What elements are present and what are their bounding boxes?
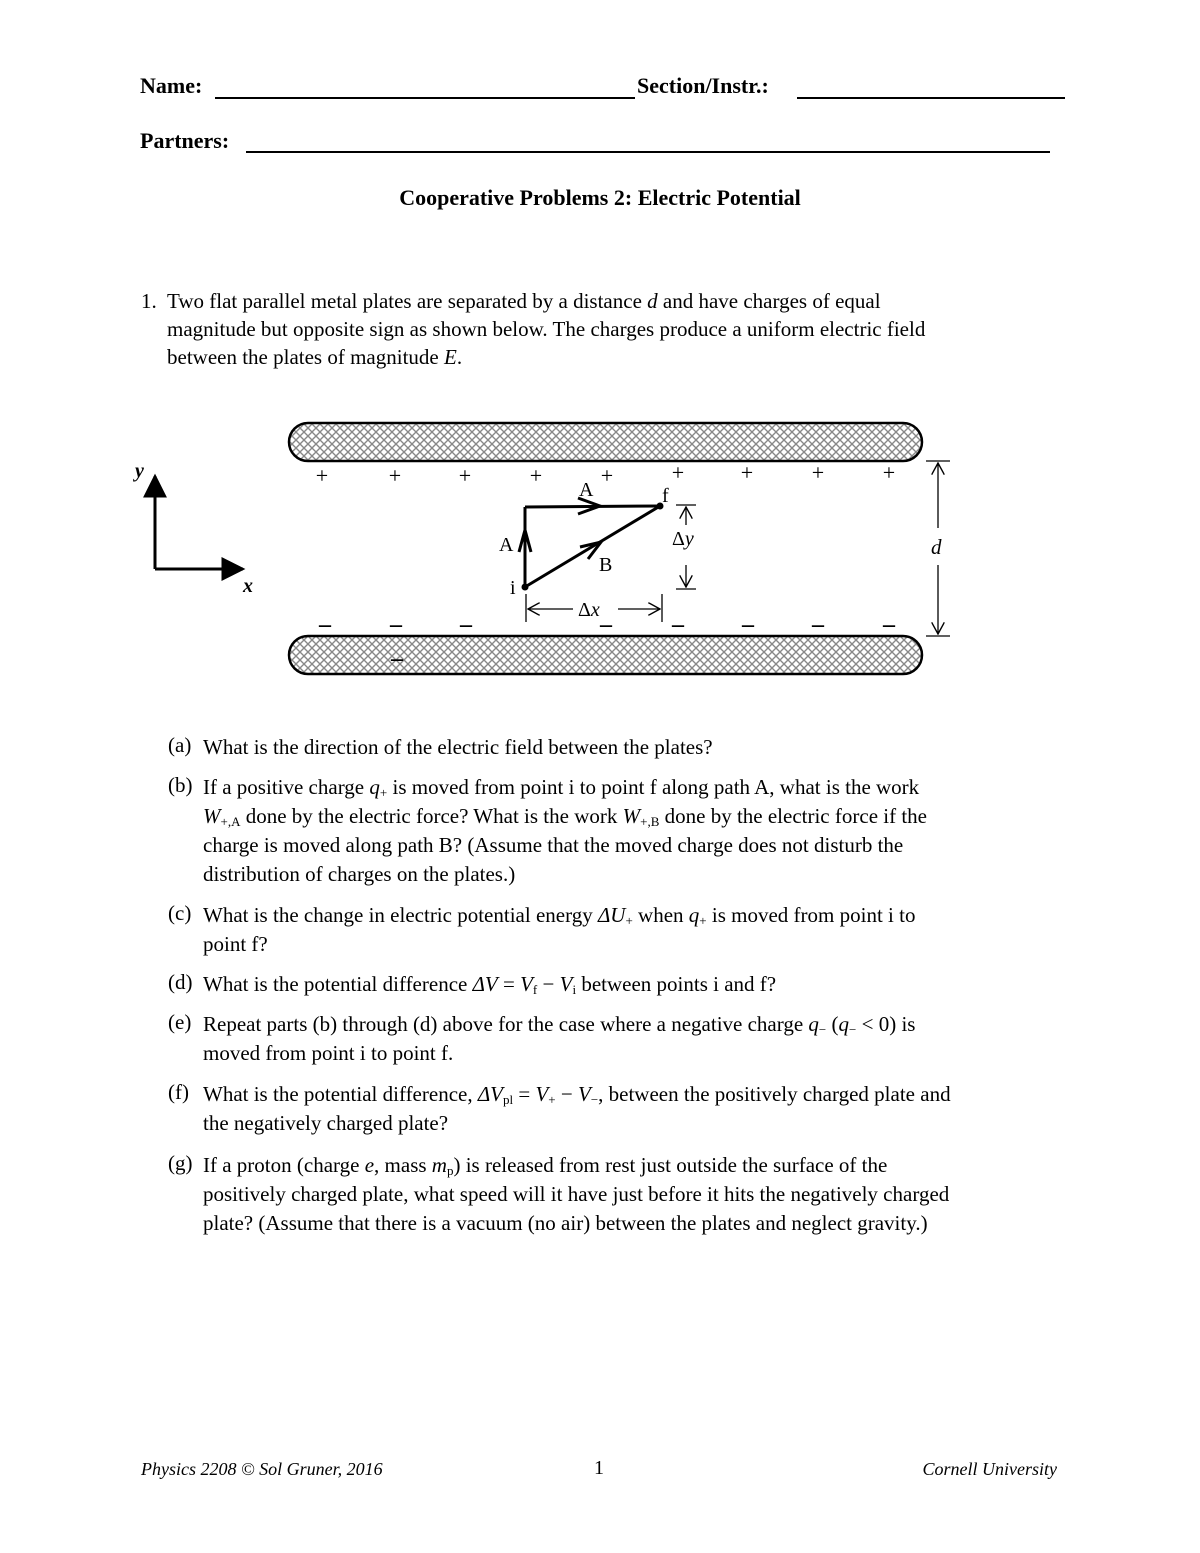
var-V: V [535,1082,549,1106]
sub-minus: − [818,1022,827,1037]
question-f [203,1080,1053,1138]
question-e [203,1010,1053,1068]
plus-sign: + [740,460,754,485]
footer-right: Cornell University [922,1459,1057,1479]
path-a-label-top: A [579,479,594,501]
equals-sign: = [513,1082,536,1106]
question-f-label: (f) [168,1080,189,1104]
partners-label: Partners: [140,128,230,153]
question-a [203,733,1053,762]
qg-text-4: positively charged plate, what speed will it have just before it hits the negatively charged [203,1182,950,1206]
delta-x-label [578,599,600,621]
qc-text-4: point f? [203,932,268,956]
intro-text-3: magnitude but opposite sign as shown below. The charges produce a uniform electric field [167,317,926,341]
qg-text-3: ) is released from rest just outside the surface of the [453,1153,888,1177]
question-g-label: (g) [168,1151,193,1175]
question-e-label: (e) [168,1010,192,1034]
var-W: W [622,804,641,828]
dx-variable: x [590,599,600,621]
sub-f: f [532,982,538,997]
qc-text-3: is moved from point i to [711,903,916,927]
qb-text-6: distribution of charges on the plates.) [203,862,516,886]
qd-text-2: between points i and f? [581,972,777,996]
var-V: V [577,1082,591,1106]
minus-sign: – [812,612,824,638]
negative-plate [289,636,922,674]
plus-sign: + [458,463,472,488]
page-number: 1 [594,1457,604,1479]
delta-x-dimension [526,594,662,622]
qd-text-1: What is the potential difference [203,972,468,996]
point-f-label: f [662,485,669,507]
minus-sign: − [555,1082,578,1106]
var-delta-v: ΔV [477,1082,503,1106]
sub-plus: + [379,785,388,800]
qg-text-2: , mass [374,1153,427,1177]
paths [519,498,664,591]
plus-sign: + [529,463,543,488]
positive-plate [289,423,922,461]
footer-left: Physics 2208 © Sol Gruner, 2016 [141,1459,383,1479]
problem-intro [167,287,1047,371]
sub-plus: + [625,913,633,928]
minus-sign: − [537,972,560,996]
qc-text-2: when [638,903,684,927]
path-a-horizontal [525,506,660,507]
plus-sign: + [388,463,402,488]
intro-text-1: Two flat parallel metal plates are separated by a distance [167,289,642,313]
delta-symbol: Δ [578,599,591,621]
var-delta-v: ΔV [472,972,498,996]
minus-sign: – [391,646,403,672]
y-axis-label: y [135,460,144,482]
intro-text-4: between the plates of magnitude [167,345,439,369]
question-g [203,1151,1053,1238]
minus-sign: – [600,612,612,638]
var-q: q [688,903,700,927]
path-a-label-left: A [499,534,514,556]
question-a-label: (a) [168,733,192,757]
partners-field[interactable] [246,151,1050,153]
coordinate-axes [133,460,253,597]
qb-text-2: is moved from point i to point f along path A, what is the work [392,775,920,799]
var-W: W [203,804,221,828]
plus-sign: + [315,463,329,488]
point-i-label: i [510,577,516,599]
plus-sign: + [882,460,896,485]
sub-plus: + [548,1092,556,1107]
qb-text-1: If a positive charge [203,775,365,799]
sub-plus: + [699,913,707,928]
qg-text-1: If a proton (charge [203,1153,360,1177]
path-b-line [525,506,660,587]
point-i-dot [522,584,529,591]
intro-period: . [456,345,463,369]
sub-p: p [446,1163,454,1178]
plus-sign: + [671,460,685,485]
var-q: q [838,1012,850,1036]
plus-charges [316,460,895,488]
qe-text-1: Repeat parts (b) through (d) above for the case where a negative charge [203,1012,804,1036]
var-E: E [444,345,457,369]
qe-text-4: moved from point i to point f. [203,1041,454,1065]
minus-sign: – [460,612,472,638]
sub-pl: pl [503,1092,514,1107]
qf-text-1: What is the potential difference, [203,1082,473,1106]
question-b [203,773,1053,889]
plus-sign: + [600,463,614,488]
minus-sign: – [883,612,895,638]
qg-text-5: plate? (Assume that there is a vacuum (no air) between the plates and neglect gravity.) [203,1211,928,1235]
delta-symbol: Δ [672,528,685,550]
minus-sign: – [742,612,754,638]
var-delta-u: ΔU [597,903,626,927]
sub-plus-a: +,A [220,814,241,829]
open-paren: ( [831,1012,839,1036]
question-d [203,970,1053,999]
minus-sign: – [672,612,684,638]
path-b-label: B [599,554,613,576]
var-q: q [808,1012,819,1036]
var-V: V [520,972,533,996]
parallel-plates-diagram [0,400,1200,700]
section-field[interactable] [797,97,1065,99]
qf-text-2: , between the positively charged plate and [598,1082,951,1106]
d-label: d [931,535,942,559]
var-m: m [431,1153,447,1177]
question-d-label: (d) [168,970,193,994]
question-c [203,901,1053,959]
question-c-label: (c) [168,901,192,925]
qe-text-3: < 0) is [861,1012,916,1036]
qb-text-5: charge is moved along path B? (Assume that the moved charge does not disturb the [203,833,904,857]
var-q: q [369,775,380,799]
intro-text-2: and have charges of equal [662,289,881,313]
sub-minus: − [849,1022,857,1037]
question-a-text: What is the direction of the electric field between the plates? [203,735,713,759]
var-e: e [364,1153,375,1177]
qf-text-3: the negatively charged plate? [203,1111,449,1135]
qb-text-3: done by the electric force? What is the work [245,804,618,828]
name-field[interactable] [215,97,635,99]
plus-sign: + [811,460,825,485]
var-d: d [647,289,658,313]
delta-y-dimension [672,505,696,589]
problem-number: 1. [141,289,157,313]
delta-y-label [672,528,694,550]
page-title: Cooperative Problems 2: Electric Potential [399,185,801,210]
x-axis-label: x [243,575,253,597]
sub-minus: − [590,1092,599,1107]
qb-text-4: done by the electric force if the [664,804,927,828]
dy-variable: y [684,528,694,550]
sub-i: i [572,982,577,997]
minus-sign: – [390,612,402,638]
var-V: V [559,972,573,996]
minus-sign: – [319,612,331,638]
section-label: Section/Instr.: [637,73,769,98]
question-b-label: (b) [168,773,193,797]
name-label: Name: [140,73,203,98]
d-dimension [926,461,950,636]
sub-plus-b: +,B [640,814,660,829]
equals-sign: = [497,972,521,996]
qc-text-1: What is the change in electric potential energy [203,903,593,927]
